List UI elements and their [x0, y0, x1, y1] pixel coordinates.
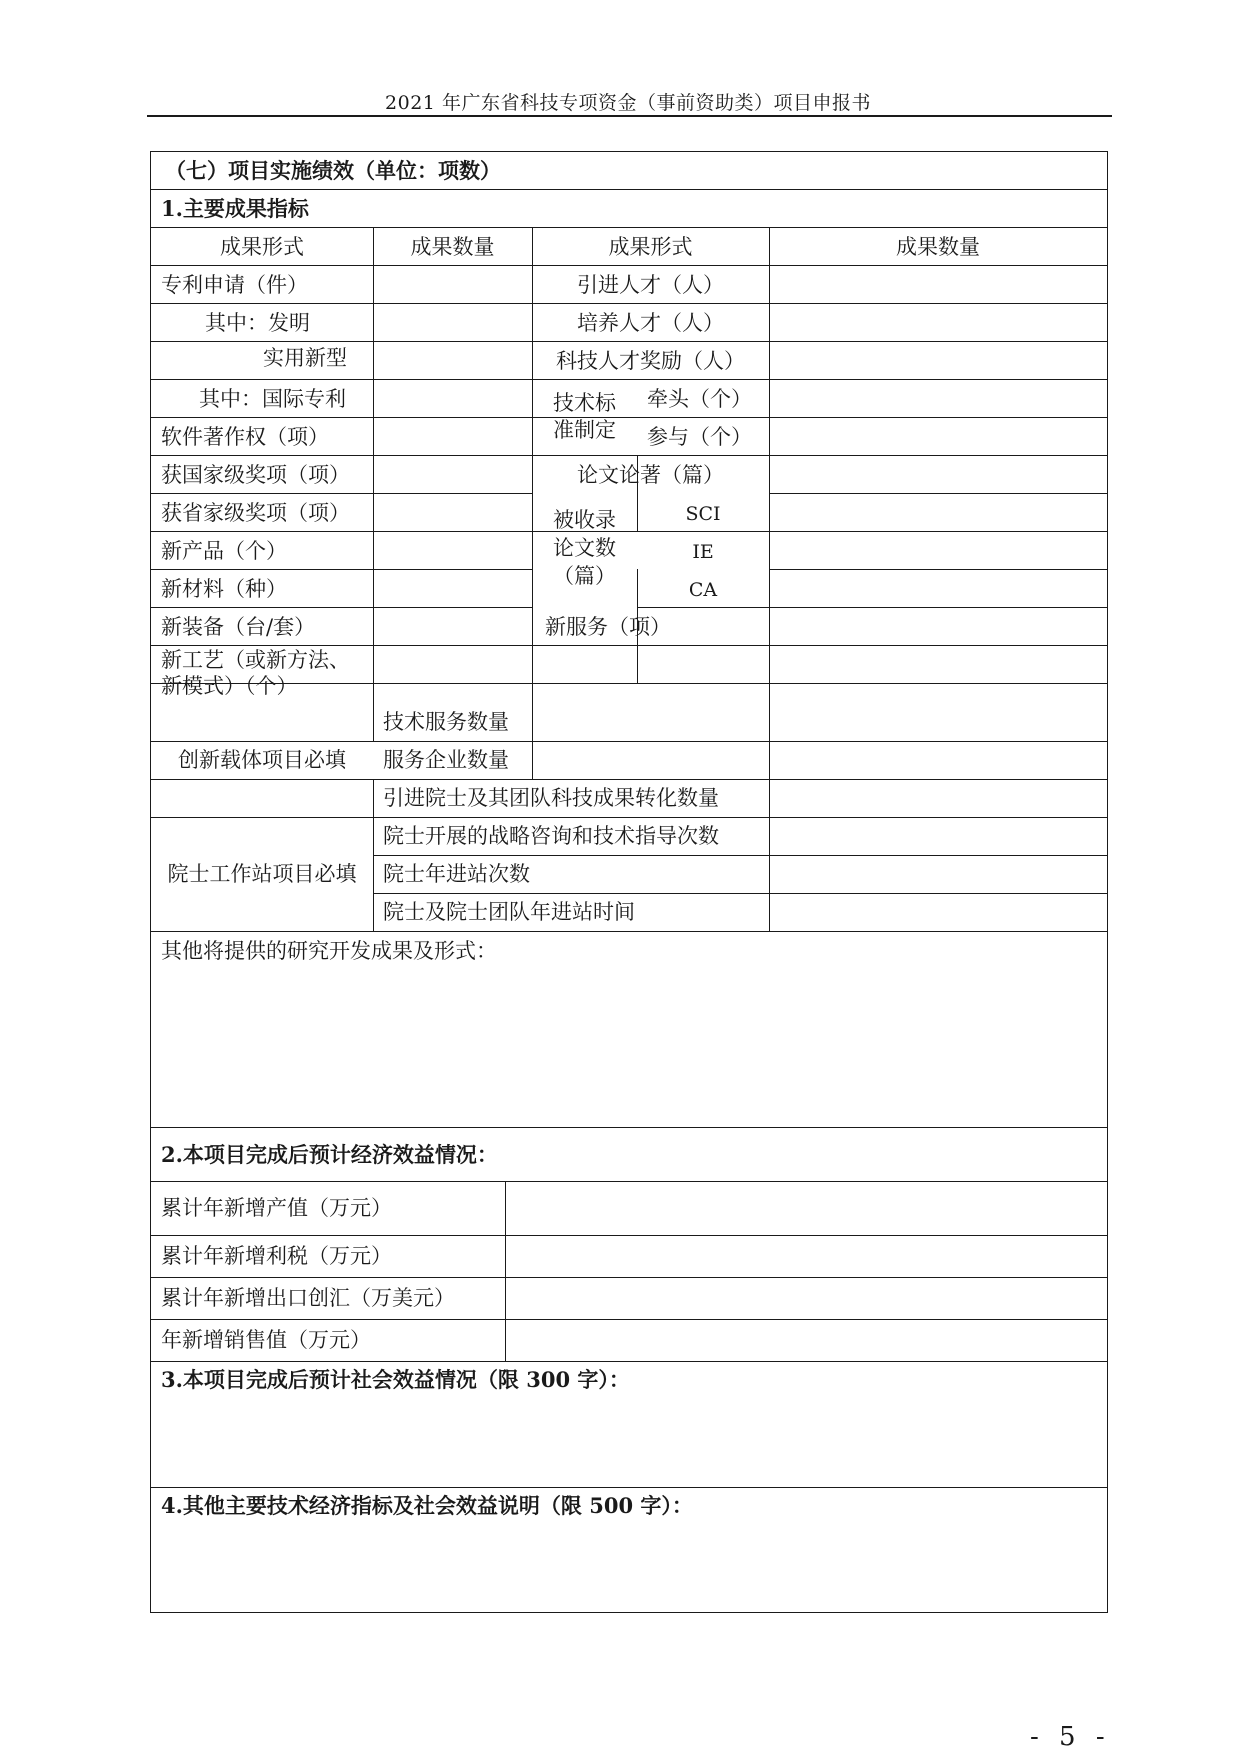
header-rule [147, 115, 1112, 117]
rule-row [151, 645, 1107, 646]
col-rule [505, 1181, 506, 1361]
rule-row [151, 1235, 1107, 1236]
row-label-new-process-cont: 新模式）（个） [161, 674, 298, 698]
row-label-output-value: 累计年新增产值（万元） [161, 1196, 392, 1220]
row-label-utility: 实用新型 [263, 346, 347, 370]
rule-partial [769, 493, 1107, 494]
rule-row [151, 455, 1107, 456]
group-label-academician: 院士工作站项目必填 [167, 862, 357, 886]
row-label-academician-visits: 院士年进站次数 [383, 862, 530, 886]
row-label-talent-intro: 引进人才（人） [577, 273, 724, 297]
row-label-new-process: 新工艺（或新方法、 [161, 648, 350, 672]
rule-row [151, 1181, 1107, 1182]
performance-form [150, 151, 1108, 1613]
rule-row [151, 379, 1107, 380]
row-label-new-equipment: 新装备（台/套） [161, 615, 316, 639]
row-label-national-award: 获国家级奖项（项） [161, 463, 350, 487]
row-label-new-service: 新服务（项） [545, 615, 671, 639]
row-label-talent-award: 科技人才奖励（人） [556, 349, 745, 373]
part3-title: 3.本项目完成后预计社会效益情况（限 300 字）： [161, 1367, 630, 1392]
row-label-sales: 年新增销售值（万元） [161, 1328, 371, 1352]
page-number: - 5 - [1030, 1722, 1111, 1752]
row-label-std-lead: 牵头（个） [647, 387, 752, 411]
section-title: （七）项目实施绩效（单位：项数） [165, 158, 501, 183]
rule-row [151, 1277, 1107, 1278]
row-label-academician-consult: 院士开展的战略咨询和技术指导次数 [383, 824, 719, 848]
row-label-new-product: 新产品（个） [161, 539, 287, 563]
col-header-form: 成果形式 [608, 235, 693, 259]
row-label-software: 软件著作权（项） [161, 425, 329, 449]
part1-title: 1.主要成果指标 [161, 196, 309, 221]
rule-partial [151, 493, 532, 494]
row-label-academician-transfer: 引进院士及其团队科技成果转化数量 [383, 786, 719, 810]
row-label-papers: 论文论著（篇） [577, 463, 724, 487]
rule-partial [637, 607, 1107, 608]
row-label-ie: IE [692, 541, 714, 563]
row-label-intl-patent: 其中：国际专利 [199, 387, 346, 411]
row-label-patent: 专利申请（件） [161, 273, 308, 297]
group-label-indexed-cont: 论文数 [553, 536, 616, 560]
rule-row [151, 931, 1107, 932]
rule-row [151, 341, 1107, 342]
rule-partial [151, 569, 532, 570]
row-label-ca: CA [688, 579, 718, 601]
row-label-provincial-award: 获省家级奖项（项） [161, 501, 350, 525]
col-rule [373, 227, 374, 741]
col-rule [769, 227, 770, 931]
rule-row [151, 1127, 1107, 1128]
rule-partial [151, 607, 532, 608]
group-label-indexed-unit: （篇） [553, 564, 616, 588]
rule-row [151, 741, 1107, 742]
rule-row [151, 817, 1107, 818]
group-label-standard-cont: 准制定 [553, 418, 616, 442]
group-label-innovation: 创新载体项目必填 [178, 748, 346, 772]
document-header: 2021 年广东省科技专项资金（事前资助类）项目申报书 [385, 92, 871, 114]
rule-row [151, 227, 1107, 228]
part2-title: 2.本项目完成后预计经济效益情况： [161, 1142, 498, 1167]
other-outputs-label: 其他将提供的研究开发成果及形式： [161, 939, 497, 963]
row-label-talent-train: 培养人才（人） [577, 311, 724, 335]
rule-row [151, 1487, 1107, 1488]
row-label-academician-time: 院士及院士团队年进站时间 [383, 900, 635, 924]
row-label-profit-tax: 累计年新增利税（万元） [161, 1244, 392, 1268]
rule-partial [373, 893, 1107, 894]
col-header-form: 成果形式 [220, 235, 304, 259]
rule-row [151, 189, 1107, 190]
group-label-indexed: 被收录 [553, 508, 616, 532]
rule-row [151, 303, 1107, 304]
rule-partial [373, 855, 1107, 856]
row-label-served-firms: 服务企业数量 [383, 748, 509, 772]
rule-row [151, 1361, 1107, 1362]
rule-row [151, 1319, 1107, 1320]
part4-title: 4.其他主要技术经济指标及社会效益说明（限 500 字）： [161, 1493, 693, 1518]
row-label-invention: 其中：发明 [205, 311, 310, 335]
rule-partial [769, 569, 1107, 570]
col-header-count: 成果数量 [896, 235, 980, 259]
row-label-new-material: 新材料（种） [161, 577, 287, 601]
row-label-tech-service: 技术服务数量 [383, 710, 509, 734]
row-label-export: 累计年新增出口创汇（万美元） [161, 1286, 455, 1310]
group-label-standard: 技术标 [553, 391, 616, 415]
col-header-count: 成果数量 [410, 235, 495, 259]
rule-row [151, 779, 1107, 780]
row-label-std-part: 参与（个） [647, 425, 752, 449]
col-rule [373, 779, 374, 931]
rule-row [151, 265, 1107, 266]
row-label-sci: SCI [685, 503, 721, 525]
